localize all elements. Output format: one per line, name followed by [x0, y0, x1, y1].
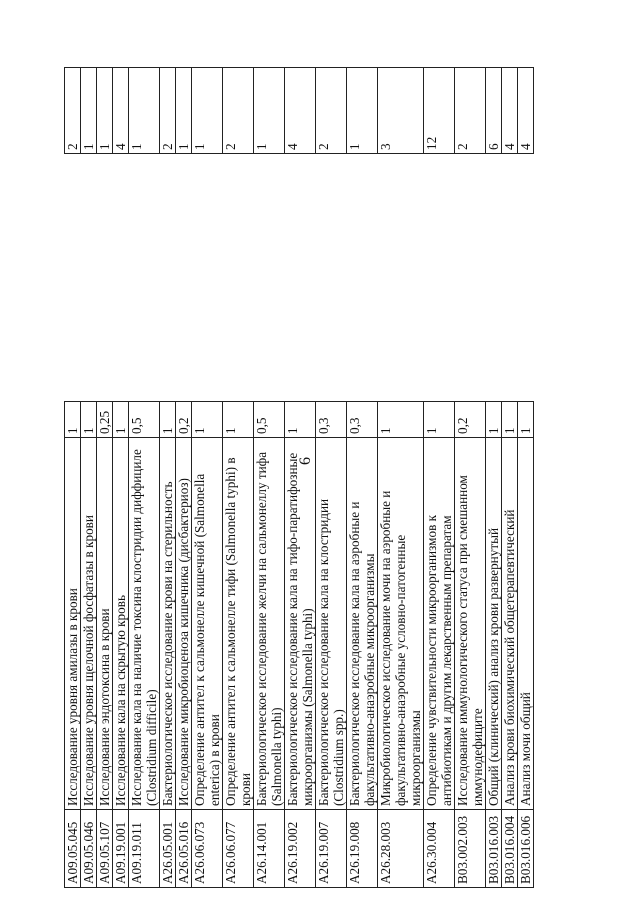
multiplicity-cell: 2 [316, 68, 347, 154]
service-code-cell: B03.016.006 [518, 810, 534, 888]
spacer-cell [502, 154, 518, 402]
table-row [223, 68, 254, 888]
service-name-cell: Бактериологическое исследование кала на тифо-паратифозные микроорганизмы (Salmonella typhi) [285, 438, 316, 810]
service-name-cell: Исследование уровня щелочной фосфатазы в крови [81, 438, 97, 810]
service-name-cell: Определение антител к сальмонелле кишечной (Salmonella enterica) в крови [192, 438, 223, 810]
spacer-cell [424, 154, 455, 402]
frequency-cell: 0,3 [316, 402, 347, 438]
spacer-cell [129, 154, 160, 402]
service-name-cell: Общий (клинический) анализ крови развернутый [486, 438, 502, 810]
table-row [502, 68, 518, 888]
frequency-cell: 1 [502, 402, 518, 438]
table-row [254, 68, 285, 888]
table-row [113, 68, 129, 888]
multiplicity-cell: 2 [160, 68, 176, 154]
multiplicity-cell: 1 [347, 68, 378, 154]
service-code-cell: A09.19.011 [129, 810, 160, 888]
services-table-container [64, 68, 602, 888]
multiplicity-cell: 2 [223, 68, 254, 154]
spacer-cell [81, 154, 97, 402]
service-code-cell: A26.05.016 [176, 810, 192, 888]
service-code-cell: A26.06.077 [223, 810, 254, 888]
frequency-cell: 1 [424, 402, 455, 438]
table-row [97, 68, 113, 888]
table-row [518, 68, 534, 888]
spacer-cell [113, 154, 129, 402]
service-code-cell: A09.05.045 [65, 810, 81, 888]
service-code-cell: A09.05.107 [97, 810, 113, 888]
service-code-cell: A26.19.002 [285, 810, 316, 888]
frequency-cell: 0,25 [97, 402, 113, 438]
service-code-cell: A26.19.008 [347, 810, 378, 888]
frequency-cell: 1 [486, 402, 502, 438]
service-code-cell: B03.016.003 [486, 810, 502, 888]
spacer-cell [65, 154, 81, 402]
service-name-cell: Исследование кала на наличие токсина клостридии диффициле (Clostridium difficile) [129, 438, 160, 810]
spacer-cell [518, 154, 534, 402]
service-code-cell: A26.28.003 [378, 810, 424, 888]
multiplicity-cell: 1 [192, 68, 223, 154]
service-name-cell: Исследование кала на скрытую кровь [113, 438, 129, 810]
service-name-cell: Исследование микробиоценоза кишечника (дисбактериоз) [176, 438, 192, 810]
spacer-cell [192, 154, 223, 402]
spacer-cell [486, 154, 502, 402]
frequency-cell: 0,5 [254, 402, 285, 438]
frequency-cell: 0,3 [347, 402, 378, 438]
spacer-cell [316, 154, 347, 402]
service-code-cell: A26.06.073 [192, 810, 223, 888]
table-row [192, 68, 223, 888]
service-name-cell: Анализ крови биохимический общетерапевтический [502, 438, 518, 810]
table-row [160, 68, 176, 888]
spacer-cell [378, 154, 424, 402]
table-row [176, 68, 192, 888]
spacer-cell [160, 154, 176, 402]
table-row [378, 68, 424, 888]
frequency-cell: 1 [65, 402, 81, 438]
table-row [285, 68, 316, 888]
spacer-cell [176, 154, 192, 402]
service-name-cell: Определение чувствительности микроорганизмов к антибиотикам и другим лекарственным препаратам [424, 438, 455, 810]
multiplicity-cell: 4 [113, 68, 129, 154]
service-name-cell: Исследование иммунологического статуса при смешанном иммунодефиците [455, 438, 486, 810]
service-code-cell: B03.002.003 [455, 810, 486, 888]
multiplicity-cell: 4 [502, 68, 518, 154]
frequency-cell: 0,5 [129, 402, 160, 438]
service-code-cell: A26.14.001 [254, 810, 285, 888]
services-table-body [65, 68, 534, 888]
spacer-cell [455, 154, 486, 402]
multiplicity-cell: 1 [97, 68, 113, 154]
multiplicity-cell: 1 [81, 68, 97, 154]
spacer-cell [223, 154, 254, 402]
multiplicity-cell: 4 [518, 68, 534, 154]
spacer-cell [254, 154, 285, 402]
service-name-cell: Анализ мочи общий [518, 438, 534, 810]
service-name-cell: Определение антител к сальмонелле тифи (Salmonella typhi) в крови [223, 438, 254, 810]
service-code-cell: A09.05.046 [81, 810, 97, 888]
service-code-cell: A26.19.007 [316, 810, 347, 888]
frequency-cell: 1 [81, 402, 97, 438]
spacer-cell [97, 154, 113, 402]
service-code-cell: A26.05.001 [160, 810, 176, 888]
table-row [486, 68, 502, 888]
frequency-cell: 1 [113, 402, 129, 438]
service-code-cell: B03.016.004 [502, 810, 518, 888]
table-row [81, 68, 97, 888]
service-name-cell: Исследование уровня амилазы в крови [65, 438, 81, 810]
multiplicity-cell: 3 [378, 68, 424, 154]
frequency-cell: 1 [192, 402, 223, 438]
frequency-cell: 1 [518, 402, 534, 438]
table-row [65, 68, 81, 888]
services-table [64, 67, 534, 888]
service-name-cell: Бактериологическое исследование кала на аэробные и факультативно-анаэробные микроорганизмы [347, 438, 378, 810]
table-row [424, 68, 455, 888]
frequency-cell: 0,2 [176, 402, 192, 438]
frequency-cell: 1 [285, 402, 316, 438]
multiplicity-cell: 1 [129, 68, 160, 154]
service-name-cell: Исследование эндотоксина в крови [97, 438, 113, 810]
multiplicity-cell: 2 [455, 68, 486, 154]
table-row [316, 68, 347, 888]
multiplicity-cell: 2 [65, 68, 81, 154]
table-row [347, 68, 378, 888]
spacer-cell [285, 154, 316, 402]
service-name-cell: Бактериологическое исследование крови на стерильность [160, 438, 176, 810]
service-code-cell: A26.30.004 [424, 810, 455, 888]
multiplicity-cell: 1 [254, 68, 285, 154]
spacer-cell [347, 154, 378, 402]
multiplicity-cell: 12 [424, 68, 455, 154]
multiplicity-cell: 4 [285, 68, 316, 154]
multiplicity-cell: 6 [486, 68, 502, 154]
page-number: 6 [297, 457, 314, 465]
table-row [455, 68, 486, 888]
multiplicity-cell: 1 [176, 68, 192, 154]
frequency-cell: 1 [378, 402, 424, 438]
service-code-cell: A09.19.001 [113, 810, 129, 888]
frequency-cell: 0,2 [455, 402, 486, 438]
service-name-cell: Бактериологическое исследование кала на клостридии (Clostridium spp.) [316, 438, 347, 810]
frequency-cell: 1 [160, 402, 176, 438]
service-name-cell: Микробиологическое исследование мочи на аэробные и факультативно-анаэробные условно-патогенные микроорганизмы [378, 438, 424, 810]
service-name-cell: Бактериологическое исследование желчи на сальмонеллу тифа (Salmonella typhi) [254, 438, 285, 810]
frequency-cell: 1 [223, 402, 254, 438]
table-row [129, 68, 160, 888]
